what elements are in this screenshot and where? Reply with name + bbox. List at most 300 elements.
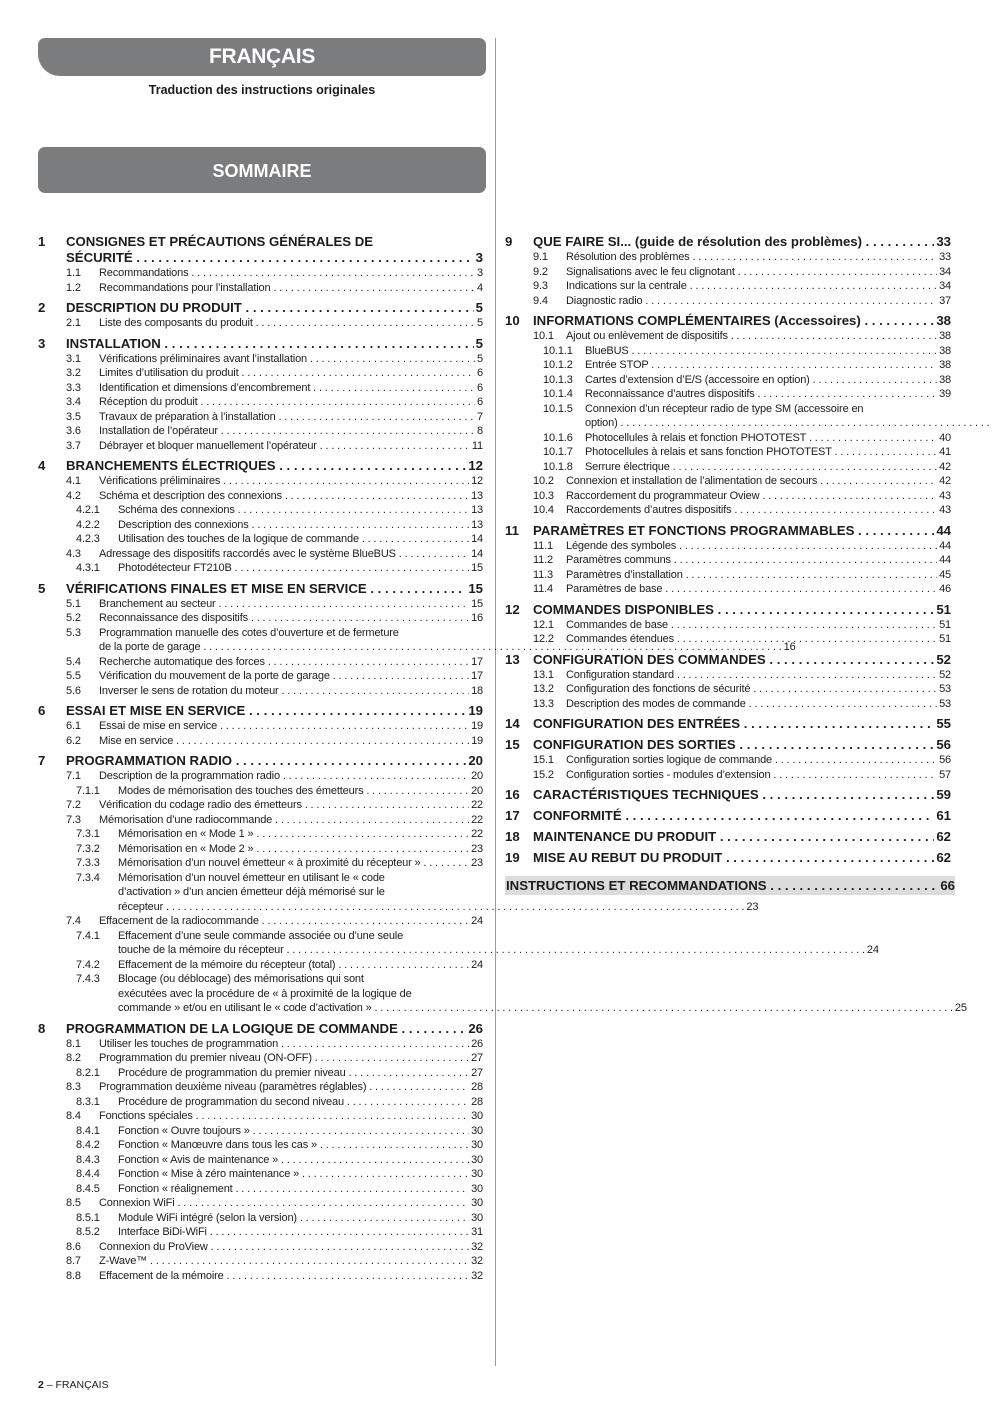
entry-page: 13: [471, 489, 483, 502]
entry-page: 33: [939, 251, 951, 263]
entry-page: 40: [939, 431, 951, 444]
entry-number: 10.1.2: [543, 359, 573, 371]
toc-entry[interactable]: [505, 582, 951, 597]
entry-page: 27: [471, 1066, 483, 1079]
toc-entry[interactable]: [38, 769, 483, 784]
toc-entry[interactable]: [38, 597, 483, 612]
section-number: 7: [38, 753, 46, 768]
toc-entry[interactable]: [505, 697, 951, 712]
toc-entry[interactable]: [38, 958, 483, 973]
entry-page: 26: [471, 1037, 483, 1050]
toc-entry[interactable]: [38, 561, 483, 576]
entry-text: Paramètres communs . . .: [566, 553, 937, 568]
entry-text: Vérifications préliminaires . . .: [99, 474, 469, 489]
toc-entry[interactable]: [38, 1254, 483, 1269]
entry-number: 5.4: [66, 655, 81, 668]
section-title-line: PARAMÈTRES ET FONCTIONS PROGRAMMABLES . . .: [533, 523, 934, 539]
toc-entry[interactable]: [505, 250, 951, 265]
toc-entry[interactable]: [505, 329, 951, 344]
entry-text: Programmation deuxième niveau (paramètres réglables) . . .: [99, 1080, 469, 1095]
section-page: 62: [936, 829, 951, 844]
entry-text: Description de la programmation radio . . .: [99, 769, 469, 784]
entry-page: 17: [471, 670, 483, 682]
toc-entry[interactable]: [38, 489, 483, 504]
entry-text: Commandes étendues . . .: [566, 632, 937, 647]
toc-entry[interactable]: [38, 366, 483, 381]
entry-number: 7.4: [66, 915, 81, 927]
entry-page: 32: [471, 1255, 483, 1267]
entry-text: Schéma des connexions . . .: [118, 503, 469, 518]
section-number: 1: [38, 234, 46, 249]
entry-page: 19: [471, 720, 483, 732]
entry-page: 6: [477, 367, 483, 379]
entry-page: 43: [939, 504, 951, 516]
entry-text: Programmation du premier niveau (ON-OFF) . . .: [99, 1051, 469, 1066]
toc-section[interactable]: [505, 808, 951, 824]
toc-entry[interactable]: [38, 1109, 483, 1124]
entry-page: 44: [939, 554, 951, 566]
entry-page: 53: [939, 683, 951, 695]
toc-entry[interactable]: [505, 618, 951, 633]
toc-section[interactable]: [505, 313, 951, 329]
section-title-line: CONFIGURATION DES SORTIES . . .: [533, 737, 934, 753]
toc-entry[interactable]: [505, 279, 951, 294]
section-number: 4: [38, 458, 46, 473]
entry-number: 10.1.1: [543, 344, 573, 357]
toc-entry[interactable]: [38, 1240, 483, 1255]
toc-entry[interactable]: [505, 553, 951, 568]
section-number: 5: [38, 580, 46, 596]
toc-entry[interactable]: [38, 734, 483, 749]
section-title-row: [66, 458, 483, 474]
toc-entry[interactable]: [38, 1269, 483, 1284]
section-title-row: [66, 1021, 483, 1037]
toc-entry[interactable]: [38, 972, 967, 1016]
entry-page: 46: [939, 583, 951, 595]
entry-number: 7.1.1: [76, 784, 100, 797]
toc-entry[interactable]: [505, 668, 951, 683]
entry-number: 8.4.4: [76, 1168, 100, 1180]
entry-page: 30: [471, 1182, 483, 1195]
entry-text: Vérifications préliminaires avant l’installation . . .: [99, 352, 475, 367]
toc-section[interactable]: [505, 716, 951, 732]
entry-number: 15.2: [533, 768, 554, 781]
entry-text: Réception du produit . . .: [99, 395, 475, 410]
section-number: 2: [38, 300, 46, 315]
section-title-line: CARACTÉRISTIQUES TECHNIQUES . . .: [533, 787, 934, 803]
toc-entry[interactable]: [38, 316, 483, 331]
entry-text-row: [585, 416, 993, 431]
column-divider: [495, 38, 496, 1366]
entry-number: 5.2: [66, 612, 81, 624]
section-number: 16: [505, 787, 520, 802]
entry-page: 22: [471, 813, 483, 826]
entry-number: 8.7: [66, 1255, 81, 1267]
toc-entry[interactable]: [38, 1138, 483, 1153]
entry-text: Serrure électrique . . .: [585, 460, 937, 475]
toc-entry[interactable]: [505, 402, 951, 431]
entry-number: 3.4: [66, 396, 81, 408]
toc-entry[interactable]: [38, 518, 483, 533]
entry-text: Mémorisation en « Mode 2 » . . .: [118, 842, 469, 857]
entry-page: 7: [477, 410, 483, 423]
entry-page: 30: [471, 1139, 483, 1151]
section-title-row: [533, 652, 951, 668]
entry-number: 11.2: [533, 554, 553, 566]
entry-page: 32: [471, 1240, 483, 1253]
entry-number: 11.4: [533, 583, 553, 595]
entry-page: 11: [471, 439, 483, 452]
entry-number: 8.5: [66, 1197, 81, 1209]
toc-entry[interactable]: [38, 684, 483, 699]
section-page: 61: [936, 808, 951, 823]
toc-entry[interactable]: [38, 669, 483, 684]
section-title: [66, 703, 483, 719]
entry-text: Inverser le sens de rotation du moteur . . .: [99, 684, 469, 699]
entry-number: 8.1: [66, 1037, 81, 1050]
entry-text: Limites d’utilisation du produit . . .: [99, 366, 475, 381]
section-title: [66, 300, 483, 316]
toc-entry[interactable]: [505, 753, 951, 768]
entry-number: 6.2: [66, 734, 81, 747]
entry-text: Indications sur la centrale . . .: [566, 279, 937, 294]
entry-text: Modes de mémorisation des touches des émetteurs . . .: [118, 784, 469, 799]
footer-page-number: 2: [38, 1379, 44, 1391]
toc-entry[interactable]: [505, 358, 951, 373]
section-title-line: INSTALLATION . . .: [66, 336, 474, 352]
entry-text: Procédure de programmation du premier niveau . . .: [118, 1066, 469, 1081]
entry-number: 4.3: [66, 547, 81, 560]
entry-number: 10.2: [533, 475, 554, 487]
entry-text: Liste des composants du produit . . .: [99, 316, 475, 331]
toc-entry[interactable]: [38, 281, 483, 296]
toc-entry[interactable]: [38, 1037, 483, 1052]
entry-text-line: récepteur . . .: [118, 900, 744, 915]
toc-section[interactable]: [505, 829, 951, 845]
toc-entry[interactable]: [38, 611, 483, 626]
entry-text: Effacement de la mémoire . . .: [99, 1269, 469, 1284]
entry-text: Configuration sorties logique de commande . . .: [566, 753, 937, 768]
section-number: 15: [505, 737, 520, 752]
entry-page: 53: [939, 697, 951, 710]
entry-page: 45: [939, 568, 951, 581]
section-number: 6: [38, 703, 46, 718]
entry-text: Travaux de préparation à l’installation . . .: [99, 410, 475, 425]
section-title-row: [533, 787, 951, 803]
toc-section[interactable]: [38, 234, 483, 266]
section-number: 14: [505, 716, 520, 731]
section-title-line: ESSAI ET MISE EN SERVICE . . .: [66, 703, 466, 719]
section-page: 38: [936, 313, 951, 328]
entry-text: Vérification du codage radio des émetteurs . . .: [99, 798, 469, 813]
entry-text: Schéma et description des connexions . . .: [99, 489, 469, 504]
entry-page: 38: [939, 373, 951, 386]
toc-entry[interactable]: [38, 439, 483, 454]
toc-entry[interactable]: [505, 632, 951, 647]
toc-entry[interactable]: [505, 474, 951, 489]
entry-number: 10.1.5: [543, 402, 573, 415]
toc-section[interactable]: [505, 737, 951, 753]
toc-entry[interactable]: [38, 856, 483, 871]
entry-number: 12.1: [533, 618, 554, 631]
section-number: 18: [505, 829, 520, 844]
toc-section[interactable]: [505, 850, 951, 866]
entry-text-line: Programmation manuelle des cotes d’ouverture et de fermeture: [99, 626, 399, 639]
entry-text-line: Connexion d’un récepteur radio de type SM (accessoire en: [585, 402, 864, 415]
section-title-line: CONFIGURATION DES ENTRÉES . . .: [533, 716, 934, 732]
toc-entry[interactable]: [38, 1051, 483, 1066]
entry-text: Essai de mise en service . . .: [99, 719, 469, 734]
toc-entry[interactable]: [38, 929, 879, 958]
toc-entry[interactable]: [505, 431, 951, 446]
toc-entry[interactable]: [505, 445, 951, 460]
instructions-page: 66: [940, 878, 955, 893]
entry-number: 9.1: [533, 251, 548, 263]
entry-number: 10.1: [533, 330, 554, 342]
entry-page: 23: [746, 900, 759, 913]
entry-text: Fonction « Mise à zéro maintenance » . . .: [118, 1167, 469, 1182]
toc-section[interactable]: [38, 300, 483, 316]
entry-text: Z-Wave™ . . .: [99, 1254, 469, 1269]
entry-text: Adressage des dispositifs raccordés avec le système BlueBUS . . .: [99, 547, 469, 562]
toc-entry[interactable]: [38, 503, 483, 518]
entry-text: Recommandations pour l’installation . . .: [99, 281, 475, 296]
entry-text: Raccordements d’autres dispositifs . . .: [566, 503, 937, 518]
entry-text: Effacement de la radiocommande . . .: [99, 914, 469, 929]
toc-entry[interactable]: [505, 489, 951, 504]
entry-number: 7.4.1: [76, 929, 100, 942]
section-title: [533, 234, 951, 250]
toc-entry[interactable]: [505, 682, 951, 697]
toc-entry[interactable]: [38, 719, 483, 734]
entry-text: [118, 972, 967, 1016]
section-title-line: MAINTENANCE DU PRODUIT . . .: [533, 829, 934, 845]
entry-page: 34: [939, 265, 951, 278]
entry-page: 38: [939, 359, 951, 371]
entry-number: 8.2: [66, 1052, 81, 1064]
toc-entry[interactable]: [38, 1211, 483, 1226]
section-page: 51: [936, 601, 951, 617]
section-page: 33: [936, 234, 951, 249]
toc-section[interactable]: [38, 458, 483, 474]
entry-text: Entrée STOP . . .: [585, 358, 937, 373]
entry-text: Fonction « Manœuvre dans tous les cas » . . .: [118, 1138, 469, 1153]
toc-entry[interactable]: [38, 352, 483, 367]
entry-text: Recherche automatique des forces . . .: [99, 655, 469, 670]
toc-section[interactable]: [505, 652, 951, 668]
toc-entry[interactable]: [505, 387, 951, 402]
entry-page: 27: [471, 1052, 483, 1064]
toc-entry[interactable]: [38, 1080, 483, 1095]
toc-entry[interactable]: [38, 547, 483, 562]
entry-text-line: d’activation » d’un ancien émetteur déjà mémorisé sur le: [118, 886, 385, 898]
section-title-row: [66, 753, 483, 769]
toc-entry[interactable]: [505, 344, 951, 359]
section-page: 5: [475, 335, 483, 351]
toc-section[interactable]: [38, 581, 483, 597]
entry-text: Photodétecteur FT210B . . .: [118, 561, 469, 576]
toc-entry[interactable]: [505, 568, 951, 583]
entry-text: Connexion WiFi . . .: [99, 1196, 469, 1211]
toc-entry[interactable]: [38, 395, 483, 410]
toc-entry[interactable]: [38, 424, 483, 439]
entry-number: 8.8: [66, 1269, 81, 1282]
entry-page: 32: [471, 1269, 483, 1282]
entry-text: Utilisation des touches de la logique de commande . . .: [118, 532, 469, 547]
toc-entry[interactable]: [505, 503, 951, 518]
toc-entry[interactable]: [38, 1095, 483, 1110]
entry-page: 30: [471, 1197, 483, 1209]
toc-entry[interactable]: [38, 1153, 483, 1168]
toc-entry[interactable]: [38, 1196, 483, 1211]
entry-page: 13: [471, 504, 483, 516]
entry-text-line: Blocage (ou déblocage) des mémorisations qui sont: [118, 973, 364, 985]
toc-section[interactable]: [505, 787, 951, 803]
section-page: 44: [936, 522, 951, 538]
toc-section[interactable]: [38, 753, 483, 769]
section-title: [533, 850, 951, 866]
entry-text: Reconnaissance d’autres dispositifs . . .: [585, 387, 937, 402]
entry-number: 4.2: [66, 489, 81, 502]
toc-entry-instructions[interactable]: [505, 876, 955, 895]
entry-page: 42: [939, 475, 951, 487]
toc-entry[interactable]: [38, 1182, 483, 1197]
entry-number: 11.3: [533, 568, 553, 581]
entry-number: 8.4.1: [76, 1124, 100, 1137]
entry-number: 3.5: [66, 410, 81, 423]
section-title-line: CONFIGURATION DES COMMANDES . . .: [533, 652, 934, 668]
section-page: 5: [475, 300, 483, 315]
toc-section[interactable]: [505, 602, 951, 618]
entry-page: 30: [471, 1110, 483, 1122]
entry-number: 8.6: [66, 1240, 81, 1253]
section-title-line: BRANCHEMENTS ÉLECTRIQUES . . .: [66, 458, 466, 474]
section-title-line: QUE FAIRE SI... (guide de résolution des problèmes) . . .: [533, 234, 934, 250]
entry-text: Paramètres de base . . .: [566, 582, 937, 597]
entry-number: 10.1.4: [543, 388, 573, 400]
entry-number: 12.2: [533, 633, 554, 645]
entry-page: 18: [471, 684, 483, 697]
toc-entry[interactable]: [505, 460, 951, 475]
toc-entry[interactable]: [38, 1066, 483, 1081]
section-title-line: PROGRAMMATION DE LA LOGIQUE DE COMMANDE . . .: [66, 1021, 466, 1037]
section-page: 20: [468, 753, 483, 768]
section-title: [66, 458, 483, 474]
entry-number: 9.4: [533, 294, 548, 307]
entry-text: Mémorisation d’un nouvel émetteur « à proximité du récepteur » . . .: [118, 856, 469, 871]
section-title: [533, 602, 951, 618]
entry-text: Raccordement du programmateur Oview . . .: [566, 489, 937, 504]
entry-page: 44: [939, 539, 951, 552]
toc-entry[interactable]: [38, 381, 483, 396]
toc-entry[interactable]: [38, 532, 483, 547]
entry-number: 5.1: [66, 597, 81, 610]
entry-text-row: [118, 900, 758, 915]
toc-entry[interactable]: [38, 474, 483, 489]
entry-number: 10.1.7: [543, 446, 573, 458]
section-title-row: [533, 234, 951, 250]
entry-page: 37: [939, 294, 951, 307]
toc-entry[interactable]: [38, 410, 483, 425]
toc-entry[interactable]: [38, 1167, 483, 1182]
section-number: 13: [505, 651, 520, 667]
toc-section[interactable]: [38, 703, 483, 719]
entry-number: 13.1: [533, 668, 554, 681]
toc-entry[interactable]: [38, 827, 483, 842]
toc-entry[interactable]: [38, 914, 483, 929]
section-title-line: CONSIGNES ET PRÉCAUTIONS GÉNÉRALES DE: [66, 234, 374, 249]
section-number: 8: [38, 1020, 46, 1036]
entry-number: 7.3: [66, 813, 81, 826]
toc-entry[interactable]: [38, 1225, 483, 1240]
section-title-row: [533, 313, 951, 329]
section-number: 12: [505, 601, 520, 617]
entry-page: 30: [471, 1153, 483, 1166]
toc-entry[interactable]: [38, 813, 483, 828]
entry-page: 30: [471, 1168, 483, 1180]
section-number: 10: [505, 313, 520, 328]
entry-page: 38: [939, 330, 951, 342]
toc-entry[interactable]: [505, 265, 951, 280]
toc-entry[interactable]: [38, 798, 483, 813]
entry-text: Identification et dimensions d’encombrement . . .: [99, 381, 475, 396]
toc-entry[interactable]: [38, 784, 483, 799]
entry-text: Procédure de programmation du second niveau . . .: [118, 1095, 469, 1110]
entry-text: Commandes de base . . .: [566, 618, 937, 633]
section-title: [66, 753, 483, 769]
entry-page: 23: [471, 857, 483, 869]
toc-entry[interactable]: [38, 266, 483, 281]
entry-number: 7.3.2: [76, 842, 100, 855]
section-title: [66, 336, 483, 352]
toc-entry[interactable]: [38, 655, 483, 670]
entry-number: 7.2: [66, 799, 81, 811]
section-title-row: [533, 523, 951, 539]
toc-section[interactable]: [505, 234, 951, 250]
toc-section[interactable]: [38, 336, 483, 352]
section-title-line: MISE AU REBUT DU PRODUIT . . .: [533, 850, 934, 866]
toc-entry[interactable]: [505, 768, 951, 783]
toc-entry[interactable]: [505, 294, 951, 309]
section-title-row: [533, 808, 951, 824]
toc-header: SOMMAIRE: [38, 147, 486, 193]
toc-section[interactable]: [505, 523, 951, 539]
entry-page: 5: [477, 317, 483, 329]
section-title-row: [66, 250, 483, 266]
entry-number: 5.3: [66, 626, 81, 639]
entry-page: 16: [471, 612, 483, 624]
entry-page: 15: [471, 597, 483, 610]
section-page: 62: [936, 850, 951, 865]
section-title: [533, 787, 951, 803]
toc-entry[interactable]: [505, 539, 951, 554]
entry-text: Paramètres d’installation . . .: [566, 568, 937, 583]
entry-text: Légende des symboles . . .: [566, 539, 937, 554]
toc-section[interactable]: [38, 1021, 483, 1037]
entry-number: 8.5.2: [76, 1226, 100, 1238]
entry-page: 31: [471, 1226, 483, 1238]
toc-entry[interactable]: [505, 373, 951, 388]
toc-entry[interactable]: [38, 1124, 483, 1139]
section-page: 12: [468, 458, 483, 473]
entry-text-line: commande » et/ou en utilisant le « code d’activation » . . .: [118, 1001, 953, 1016]
toc-entry[interactable]: [38, 842, 483, 857]
section-title: [533, 523, 951, 539]
section-title-row: [66, 581, 483, 597]
entry-number: 3.1: [66, 352, 81, 365]
entry-number: 15.1: [533, 754, 554, 766]
entry-page: 30: [471, 1211, 483, 1224]
